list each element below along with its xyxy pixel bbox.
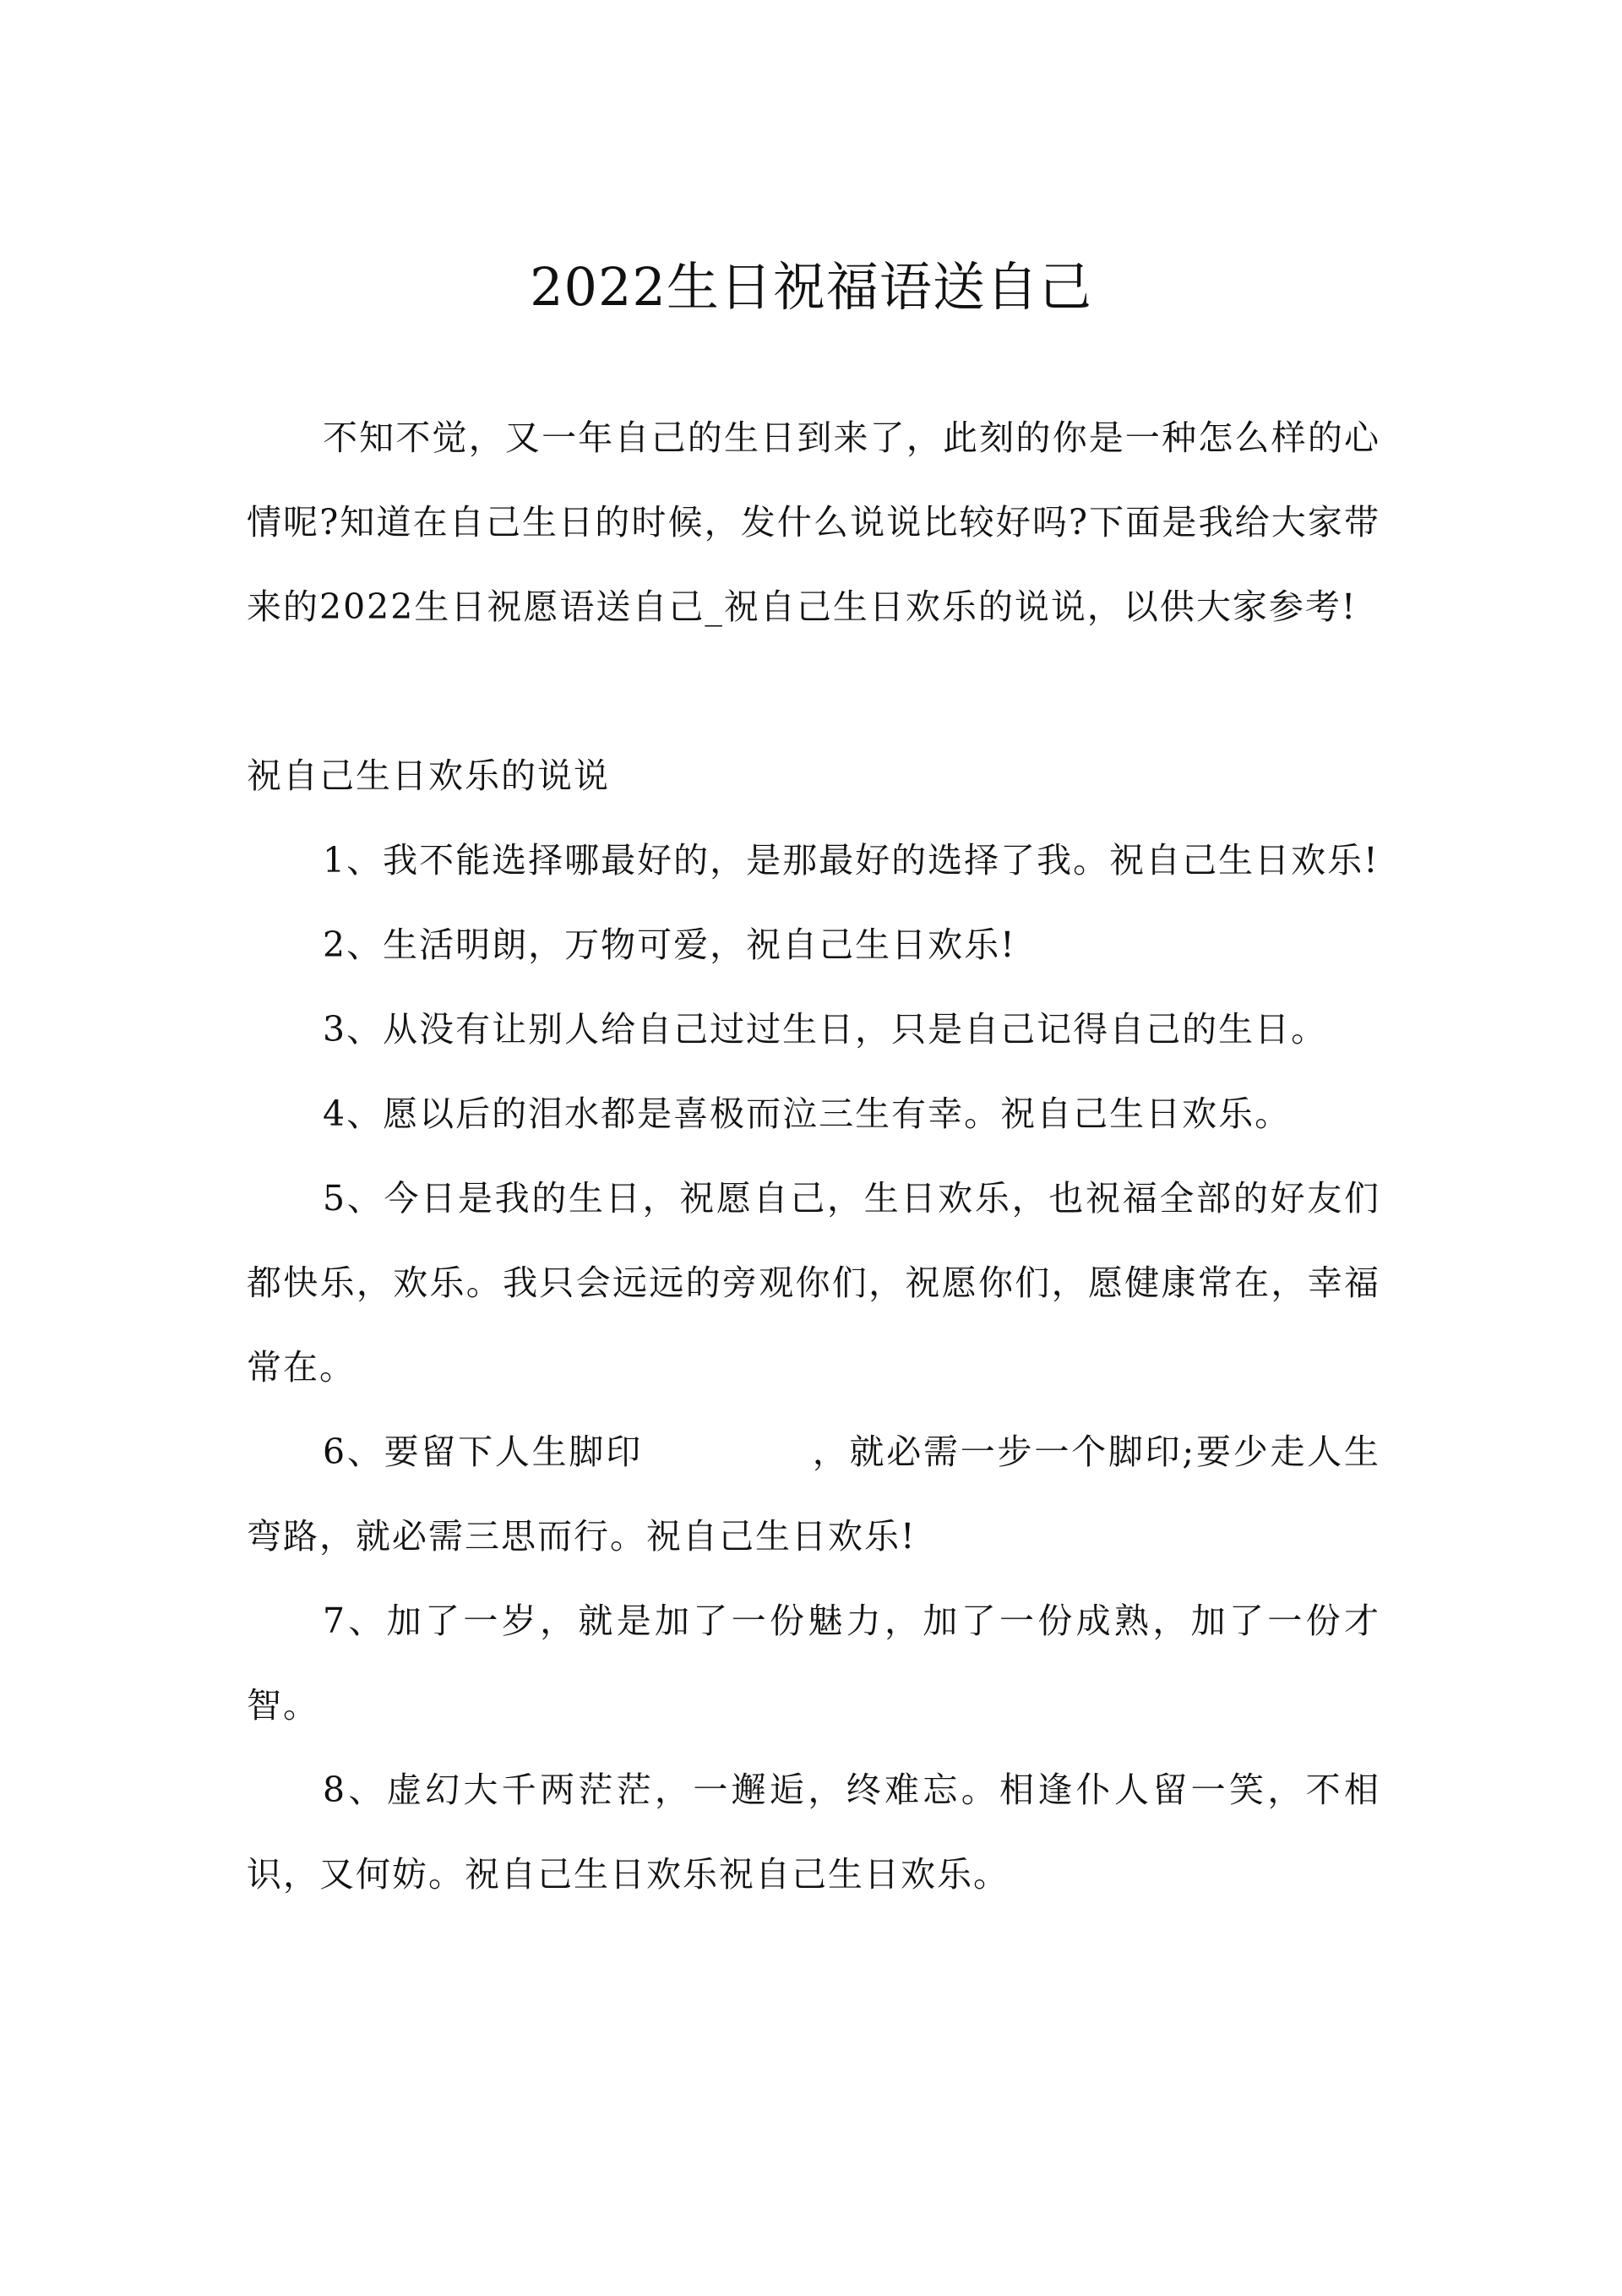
intro-paragraph: 不知不觉，又一年自己的生日到来了，此刻的你是一种怎么样的心情呢?知道在自己生日的时候，发什么说说比较好吗?下面是我给大家带来的2022生日祝愿语送自己_祝自己生日欢乐的说说，以供大家参考!: [247, 417, 1380, 627]
section-heading: 祝自己生日欢乐的说说: [247, 755, 610, 796]
document-body: [247, 395, 1380, 1917]
document-title: 2022生日祝福语送自己: [530, 256, 1092, 318]
list-item-6-start: 6、要留下人生脚印: [323, 1432, 643, 1472]
list-item-8: 8、虚幻大千两茫茫，一邂逅，终难忘。相逢仆人留一笑，不相识，又何妨。祝自己生日欢乐祝自己生日欢乐。: [247, 1770, 1380, 1895]
list-item-5: 5、今日是我的生日，祝愿自己，生日欢乐，也祝福全部的好友们都快乐，欢乐。我只会远远的旁观你们，祝愿你们，愿健康常在，幸福常在。: [247, 1178, 1380, 1388]
paragraph-spacer: [247, 649, 1380, 734]
list-item-4: 4、愿以后的泪水都是喜极而泣三生有幸。祝自己生日欢乐。: [323, 1093, 1292, 1134]
list-item-2: 2、生活明朗，万物可爱，祝自己生日欢乐!: [323, 924, 1016, 965]
list-item-6-end: ，就必需一步一个脚印;要少走人生弯路，就必需三思而行。祝自己生日欢乐!: [247, 1432, 1381, 1557]
list-item-7: 7、加了一岁，就是加了一份魅力，加了一份成熟，加了一份才智。: [247, 1601, 1380, 1726]
list-item-3: 3、从没有让别人给自己过过生日，只是自己记得自己的生日。: [323, 1009, 1328, 1050]
list-item-6: [247, 1410, 1380, 1579]
list-item-1: 1、我不能选择哪最好的，是那最好的选择了我。祝自己生日欢乐!: [323, 840, 1380, 881]
